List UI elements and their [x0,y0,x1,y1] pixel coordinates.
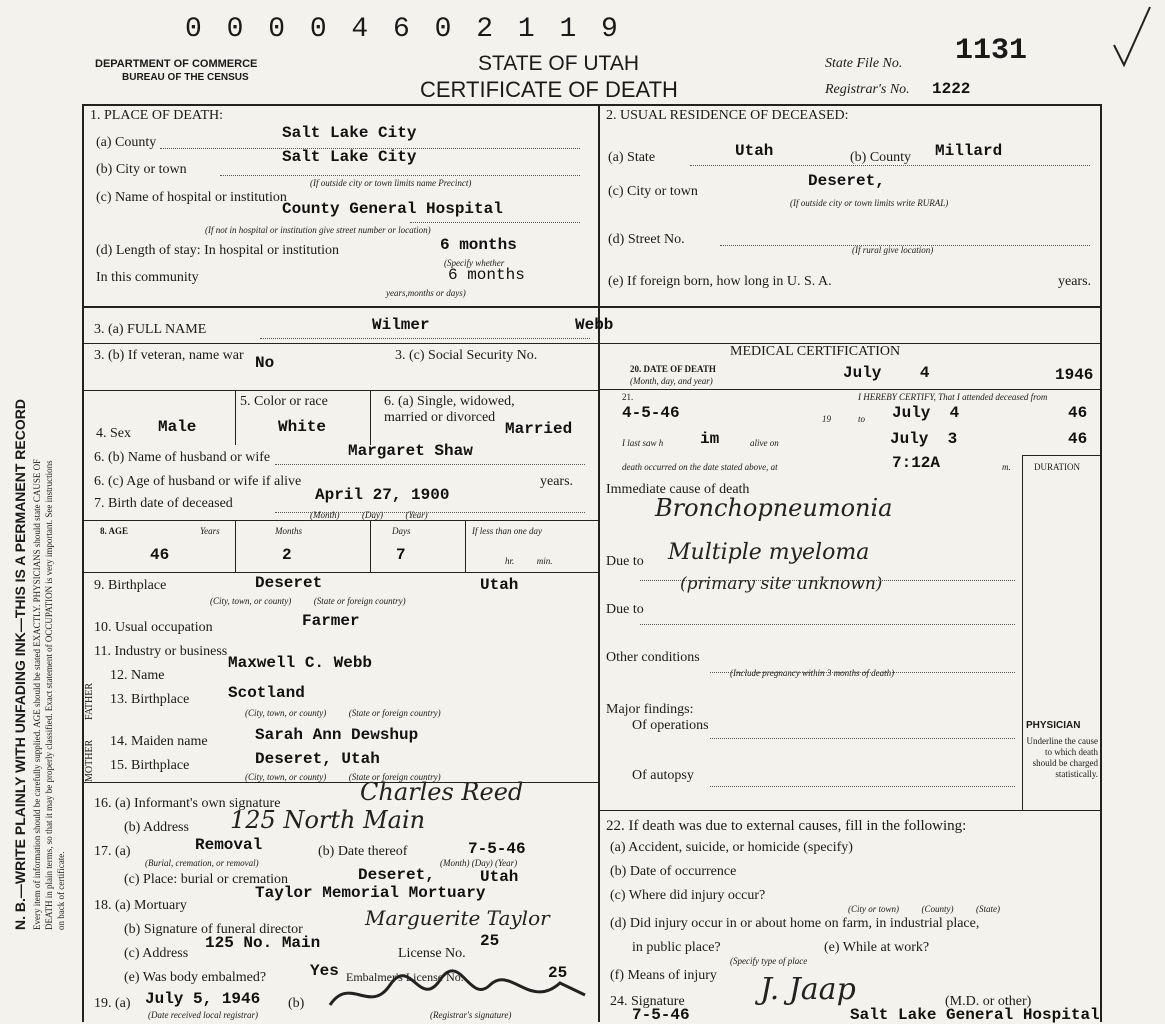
dod-note: (Month, day, and year) [630,376,713,386]
s5-color-label: 5. Color or race [240,394,328,409]
s17-date-note: (Month) (Day) (Year) [440,858,518,868]
s22-d-note: (Specify type of place [730,956,808,966]
s4-sex-value: Male [158,418,197,436]
s19-date-note: (Date received local registrar) [148,1010,259,1020]
s18e-embalmed-label: (e) Was body embalmed? [124,970,267,985]
father-side-label: FATHER [84,682,95,720]
s17-date-value: 7-5-46 [468,840,526,858]
s18c-address-value: 125 No. Main [205,934,321,952]
due1b-value: (primary site unknown) [680,574,883,594]
s8-years-label: Years [200,526,220,536]
check-mark-icon [1110,5,1155,70]
s8-hr-min: hr. min. [505,556,553,566]
duration-label: DURATION [1034,462,1080,472]
s1-hospital-value: County General Hospital [282,200,503,218]
s17-burial-value: Removal [195,836,263,854]
margin-note-4: on back of certificate. [56,851,66,930]
s15-mother-bp: Deseret, Utah [255,750,380,768]
medical-header: MEDICAL CERTIFICATION [730,344,901,359]
s17-burial-note: (Burial, cremation, or removal) [145,858,259,868]
s24-address: Salt Lake General Hospital [850,1006,1100,1024]
s2-county-value: Millard [935,142,1003,160]
s1-header: 1. PLACE OF DEATH: [90,108,224,123]
due1-value: Multiple myeloma [668,540,870,565]
s1-community-value: 6 months [448,266,525,284]
m-label: m. [1002,462,1011,472]
due2-label: Due to [606,602,644,617]
s3-ss-label: 3. (c) Social Security No. [395,348,538,363]
s3-veteran-label: 3. (b) If veteran, name war [94,348,244,363]
s11-industry-label: 11. Industry or business [94,644,228,659]
s2-years-label: years. [1058,274,1092,289]
physician-title: PHYSICIAN [1026,720,1081,731]
s3-last-name: Webb [575,316,614,334]
margin-note-2: Every item of information should be carefully supplied. AGE should be stated EXACTLY. PHYSICIANS should state CAUSE OF [32,458,42,930]
s2-city-value: Deseret, [808,172,885,190]
s19-date-value: July 5, 1946 [145,990,261,1008]
s17-burial-label: 17. (a) [94,844,131,859]
s6b-spouse-value: Margaret Shaw [348,442,473,460]
s13-father-bp-label: 13. Birthplace [110,692,190,707]
s14-mother-name: Sarah Ann Dewshup [255,726,419,744]
certify-text: I HEREBY CERTIFY, That I attended deceased from [858,392,1048,402]
margin-note-main: N. B.—WRITE PLAINLY WITH UNFADING INK—THIS IS A PERMANENT RECORD [12,399,28,930]
alive-year: 46 [1068,430,1088,448]
s18b-director-signature: Marguerite Taylor [365,906,550,930]
s24-signature-label: 24. Signature [610,994,685,1009]
s18e-embalmer-value: 25 [548,964,568,982]
s6c-spouse-age-label: 6. (c) Age of husband or wife if alive [94,474,302,489]
s8-days-value: 7 [396,546,406,564]
s6-marital-value: Married [505,420,573,438]
mother-side-label: MOTHER [84,739,95,782]
autopsy-label: Of autopsy [632,768,694,783]
s22-d2: in public place? [632,940,721,955]
major-findings-label: Major findings: [606,702,694,717]
s18-mortuary-value: Taylor Memorial Mortuary [255,884,486,902]
dod-year: 1946 [1055,366,1094,384]
s6b-spouse-label: 6. (b) Name of husband or wife [94,450,271,465]
s9-birthplace-note: (City, town, or county) (State or foreign country) [210,596,406,606]
s8-days-label: Days [392,526,411,536]
s2-header: 2. USUAL RESIDENCE OF DECEASED: [606,108,849,123]
s24-md-label: (M.D. or other) [945,994,1032,1009]
s19-label: 19. (a) [94,996,131,1011]
registrar-signature-mark [320,965,590,1020]
s8-less-label: If less than one day [472,526,542,536]
s7-birth-label: 7. Birth date of deceased [94,496,233,511]
s19-registrar-note: (Registrar's signature) [430,1010,512,1020]
s2-state-value: Utah [735,142,774,160]
s16-informant-label: 16. (a) Informant's own signature [94,796,281,811]
attended-to-year: 46 [1068,404,1088,422]
s24-date: 7-5-46 [632,1006,690,1024]
attended-to-label: to [858,414,866,424]
s1-city-note: (If outside city or town limits name Precinct) [310,178,472,188]
s2-city-note: (If outside city or town limits write RURAL) [790,198,949,208]
s18c-license-label: License No. [398,946,466,961]
serial-number: 0 0 0 0 4 6 0 2 1 1 9 [185,14,622,45]
alive-value: July 3 [890,430,958,448]
s17c-place-state: Utah [480,868,519,886]
s19-b-label: (b) [288,996,305,1011]
s1-community-note: years,months or days) [386,288,466,298]
s9-birthplace-city: Deseret [255,574,323,592]
s8-months-label: Months [275,526,302,536]
s1-county-value: Salt Lake City [282,124,417,142]
registrar-number: 1222 [932,80,971,98]
s1-hospital-note: (If not in hospital or institution give street number or location) [205,225,431,235]
other-conditions-label: Other conditions [606,650,700,665]
s7-birth-cols: (Month) (Day) (Year) [310,510,428,520]
s16-address-label: (b) Address [124,820,189,835]
immediate-cause-value: Bronchopneumonia [655,494,893,522]
s14-mother-name-label: 14. Maiden name [110,734,208,749]
s1-stay-value: 6 months [440,236,517,254]
s18e-embalmer-label: Embalmer's License No. [346,970,464,984]
s3-name-label: 3. (a) FULL NAME [94,322,207,337]
department-label: DEPARTMENT OF COMMERCE [95,58,258,70]
physician-note: Underline the cause to which death should be charged statistically. [1026,736,1098,779]
s1-stay-note: (Specify whether [444,258,505,268]
s22-c: (c) Where did injury occur? [610,888,766,903]
attended-19: 19 [822,414,831,424]
s2-foreign-label: (e) If foreign born, how long in U. S. A. [608,274,832,289]
s22-e: (e) While at work? [824,940,930,955]
s4-sex-label: 4. Sex [96,426,131,441]
s22-b: (b) Date of occurrence [610,864,737,879]
s22-f: (f) Means of injury [610,968,717,983]
s1-county-label: (a) County [96,135,157,150]
s18-mortuary-label: 18. (a) Mortuary [94,898,187,913]
state-title: STATE OF UTAH [478,52,639,75]
registrar-label: Registrar's No. [825,82,910,97]
s9-birthplace-state: Utah [480,576,519,594]
s18e-embalmed-value: Yes [310,962,339,980]
s2-city-label: (c) City or town [608,184,698,199]
s3-veteran-value: No [255,354,275,372]
s3-first-name: Wilmer [372,316,430,334]
s18b-director-label: (b) Signature of funeral director [124,922,303,937]
s24-signature: J. Jaap [760,972,856,1007]
s1-city-label: (b) City or town [96,162,187,177]
s1-city-value: Salt Lake City [282,148,417,166]
certificate-title: CERTIFICATE OF DEATH [420,77,678,102]
s13-father-bp-note: (City, town, or county) (State or foreign country) [245,708,441,718]
s12-father-name-label: 12. Name [110,668,165,683]
dod-value: July 4 [843,364,930,382]
s17c-place-city: Deseret, [358,866,435,884]
s2-street-label: (d) Street No. [608,232,685,247]
margin-note-3: DEATH in plain terms, so that it may be properly classified. Exact statement of OCCUPATION is very important. See instructions [44,460,54,930]
occurred-value: 7:12A [892,454,941,472]
s21-label: 21. [622,392,634,402]
s13-father-bp: Scotland [228,684,305,702]
s5-color-value: White [278,418,327,436]
s1-stay-label: (d) Length of stay: In hospital or institution [96,243,340,258]
s2-county-label: (b) County [850,150,912,165]
s18c-address-label: (c) Address [124,946,189,961]
s22-a: (a) Accident, suicide, or homicide (specify) [610,840,853,855]
bureau-label: BUREAU OF THE CENSUS [122,72,249,83]
s1-hospital-label: (c) Name of hospital or institution [96,190,287,205]
s10-occupation-value: Farmer [302,612,360,630]
s17-date-label: (b) Date thereof [318,844,408,859]
s22-c-note: (City or town) (County) (State) [848,904,1000,914]
attended-from: 4-5-46 [622,404,680,422]
s1-community-label: In this community [96,270,199,285]
s6c-years-label: years. [540,474,574,489]
alive-label: alive on [750,438,779,448]
s22-d: (d) Did injury occur in or about home on farm, in industrial place, [610,916,980,931]
s7-birth-value: April 27, 1900 [315,486,450,504]
s2-street-note: (If rural give location) [852,245,934,255]
s12-father-name: Maxwell C. Webb [228,654,373,672]
s22-header: 22. If death was due to external causes, fill in the following: [606,818,967,834]
last-saw-label: I last saw h [622,438,664,448]
s2-state-label: (a) State [608,150,656,165]
other-conditions-note: (Include pregnancy within 3 months of death) [730,668,895,678]
s16-informant-signature: Charles Reed [360,778,524,806]
s9-birthplace-label: 9. Birthplace [94,578,167,593]
dod-label: 20. DATE OF DEATH [630,364,716,374]
s8-months-value: 2 [282,546,292,564]
s6-marital-label: 6. (a) Single, widowed, married or divorced [384,394,515,425]
due1-label: Due to [606,554,644,569]
s17c-place-label: (c) Place: burial or cremation [124,872,289,887]
s18c-license-value: 25 [480,932,500,950]
s15-mother-bp-label: 15. Birthplace [110,758,190,773]
last-saw-value: im [700,430,720,448]
state-file-number: 1131 [955,34,1028,68]
s8-age-label: 8. AGE [100,526,129,536]
operations-label: Of operations [632,718,709,733]
attended-to: July 4 [892,404,960,422]
s16-address-value: 125 North Main [230,806,426,834]
occurred-label: death occurred on the date stated above, at [622,462,778,472]
state-file-label: State File No. [825,56,903,71]
s15-mother-bp-note: (City, town, or county) (State or foreign country) [245,772,441,782]
s10-occupation-label: 10. Usual occupation [94,620,213,635]
immediate-cause-label: Immediate cause of death [606,482,750,497]
s8-years-value: 46 [150,546,170,564]
